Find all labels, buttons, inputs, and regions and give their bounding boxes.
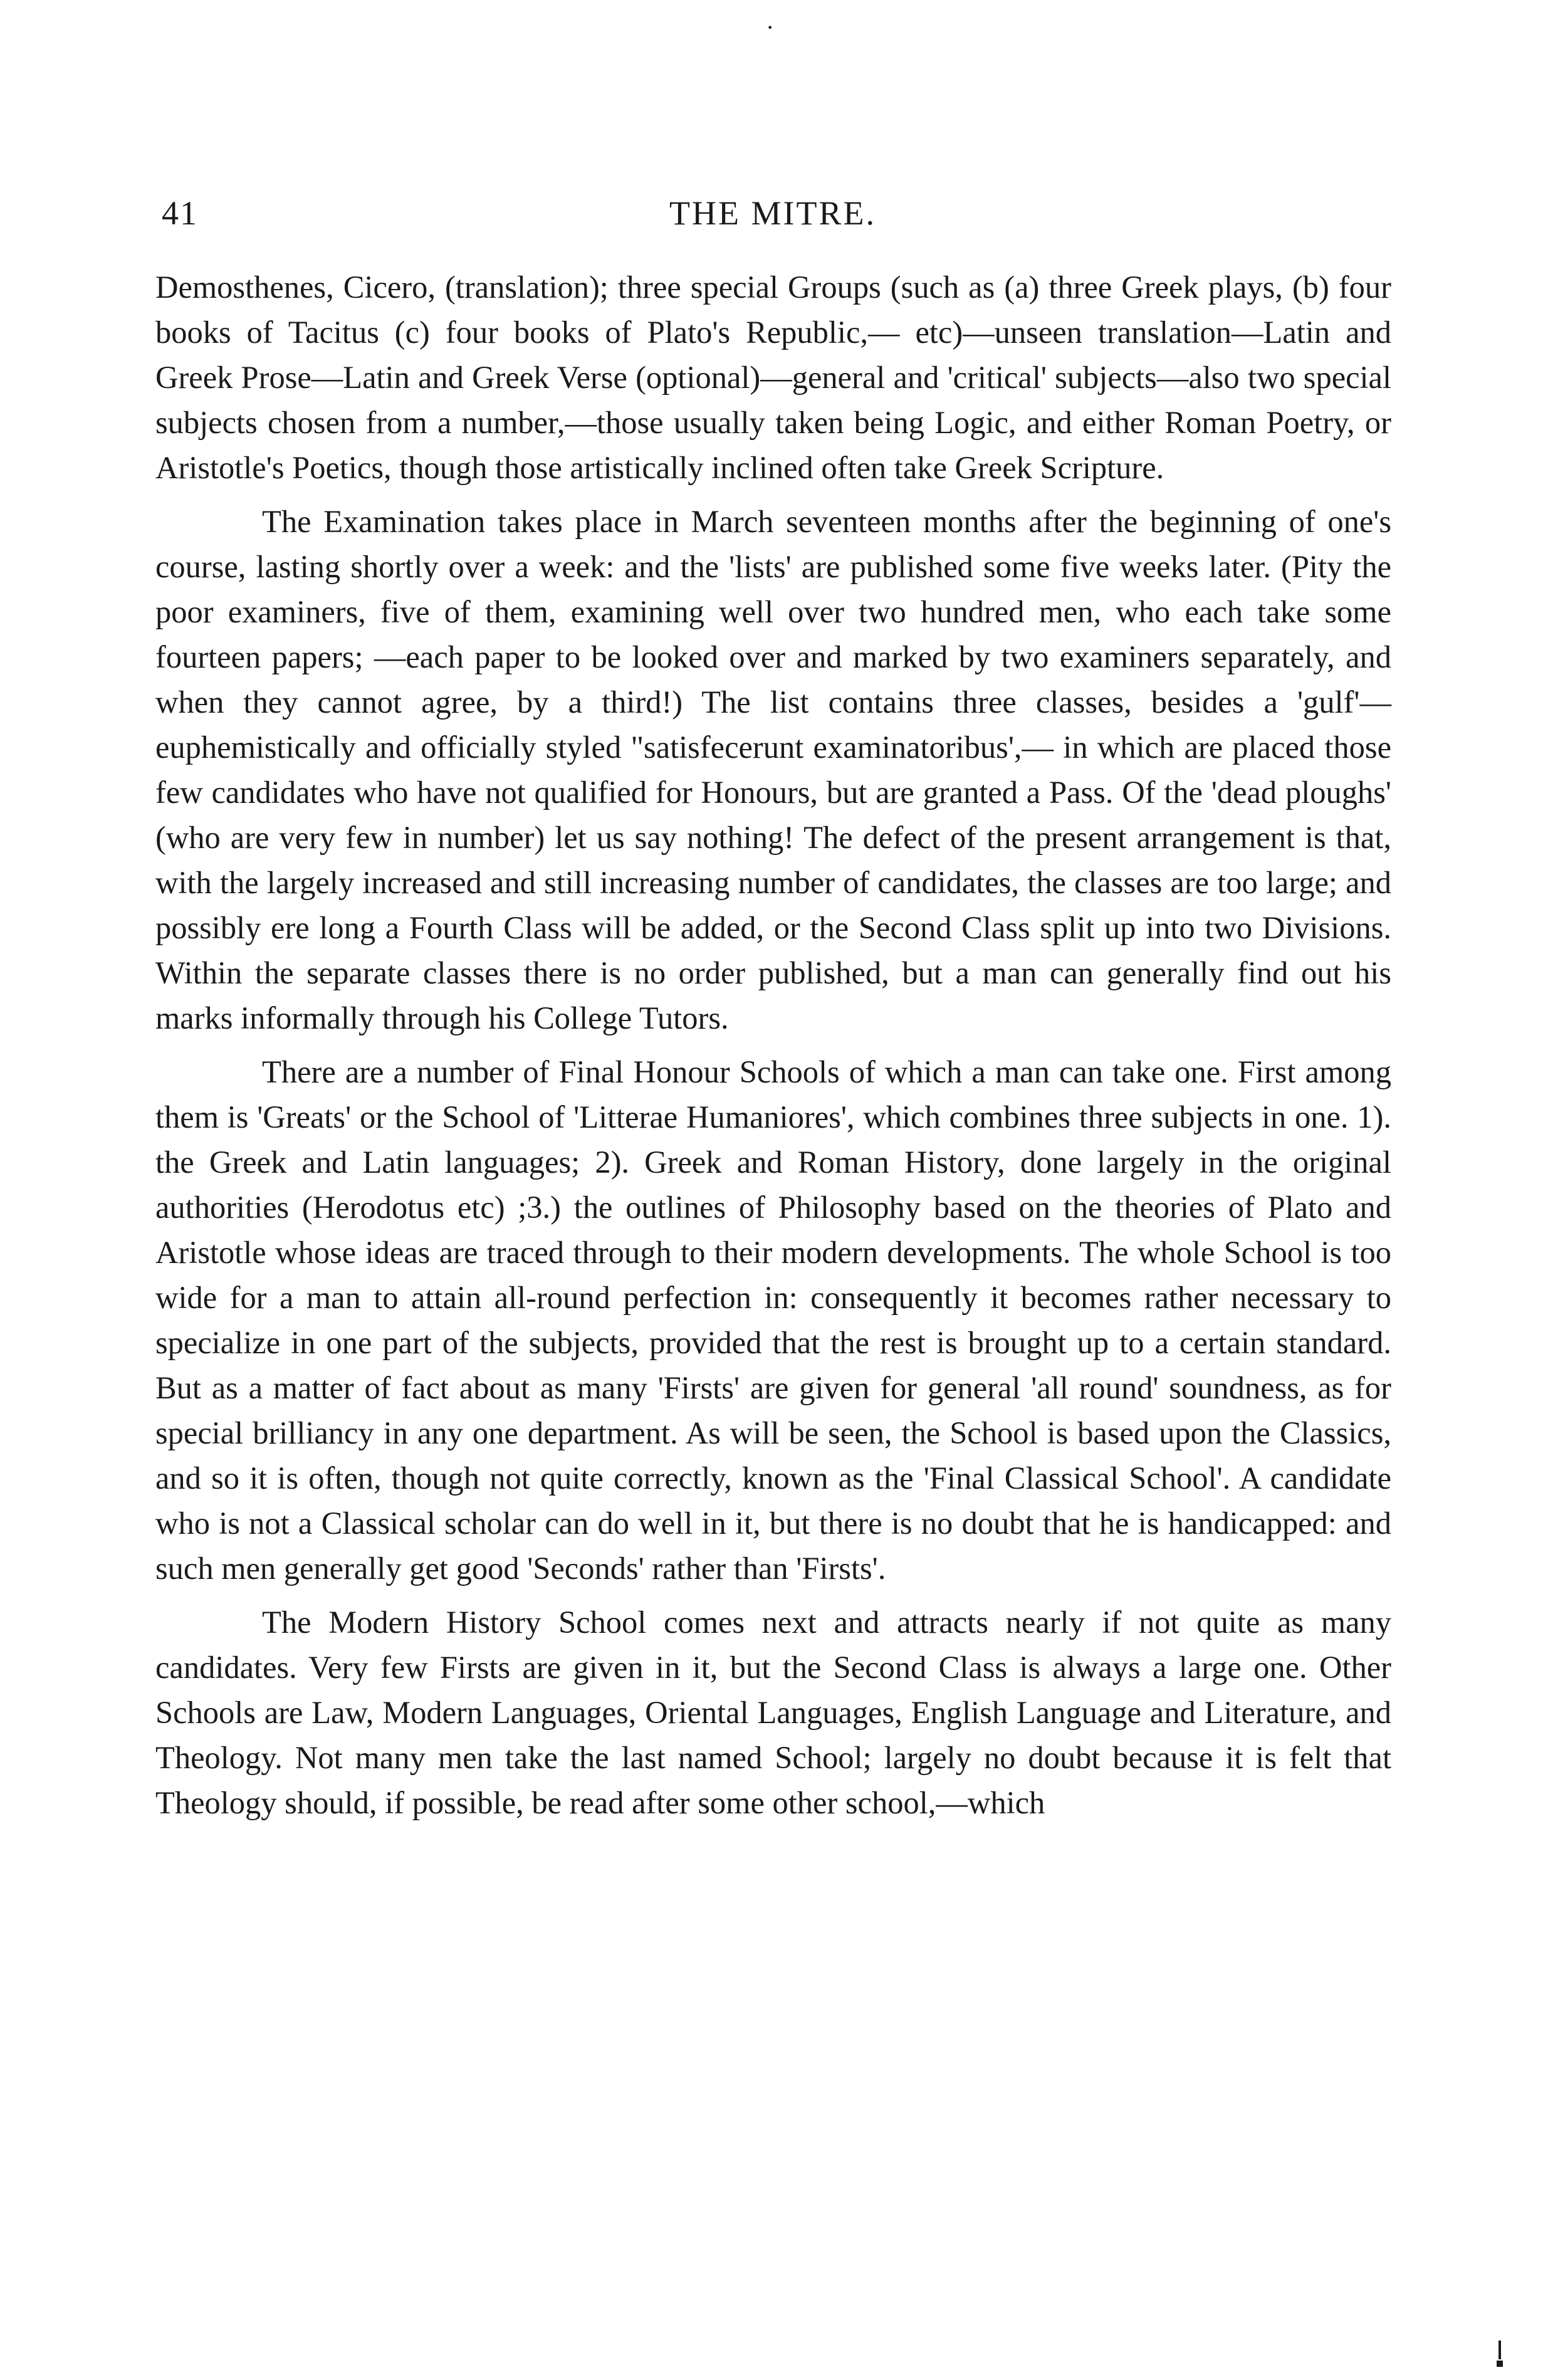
paragraph: The Examination takes place in March seventeen months after the beginning of one's course, lasting shortly over a week: and the 'lists' are published some five weeks later. (Pity the poor examiners, five of them, examining well over two hundred men, who each take some fourteen papers; —each paper to be looked over and marked by two examiners separately, and when they cannot agree, by a third!) The list contains three classes, besides a 'gulf'—euphemistically and officially styled "satisfecerunt examinatoribus',— in which are placed those few candidates who have not qualified for Honours, but are granted a Pass. Of the 'dead ploughs' (who are very few in number) let us say nothing! The defect of the present arrangement is that, with the largely increased and still increasing number of candidates, the classes are too large; and possibly ere long a Fourth Class will be added, or the Second Class split up into two Divisions. Within the separate classes there is no order published, but a man can generally find out his marks informally through his College Tutors. — [155, 504, 1391, 1035]
page-number: 41 — [162, 194, 198, 232]
margin-mark — [1495, 2341, 1504, 2367]
body-text — [155, 265, 1391, 1825]
page-header — [162, 188, 1384, 238]
paragraph: Demosthenes, Cicero, (translation); three special Groups (such as (a) three Greek plays, (b) four books of Tacitus (c) four books of Plato's Republic,— etc)—unseen translation—Latin and Greek Prose—Latin and Greek Verse (optional)—general and 'critical' subjects—also two special subjects chosen from a number,—those usually taken being Logic, and either Roman Poetry, or Aristotle's Poetics, though those artistically inclined often take Greek Scripture. — [155, 270, 1391, 485]
print-speck: · — [766, 13, 775, 41]
running-title: THE MITRE. — [669, 194, 876, 232]
paragraph: The Modern History School comes next and attracts nearly if not quite as many candidates. Very few Firsts are given in it, but the Second Class is always a large one. Other Schools are Law, Modern Languages, Oriental Languages, English Language and Literature, and Theology. Not many men take the last named School; largely no doubt because it is felt that Theology should, if possible, be read after some other school,—which — [155, 1605, 1391, 1820]
paragraph: There are a number of Final Honour Schools of which a man can take one. First among them is 'Greats' or the School of 'Litterae Humaniores', which combines three subjects in one. 1). the Greek and Latin languages; 2). Greek and Roman History, done largely in the original authorities (Herodotus etc) ;3.) the outlines of Philosophy based on the theories of Plato and Aristotle whose ideas are traced through to their modern developments. The whole School is too wide for a man to attain all-round perfection in: consequently it becomes rather necessary to specialize in one part of the subjects, provided that the rest is brought up to a certain standard. But as a matter of fact about as many 'Firsts' are given for general 'all round' soundness, as for special brilliancy in any one department. As will be seen, the School is based upon the Classics, and so it is often, though not quite correctly, known as the 'Final Classical School'. A candidate who is not a Classical scholar can do well in it, but there is no doubt that he is handicapped: and such men generally get good 'Seconds' rather than 'Firsts'. — [155, 1054, 1391, 1586]
